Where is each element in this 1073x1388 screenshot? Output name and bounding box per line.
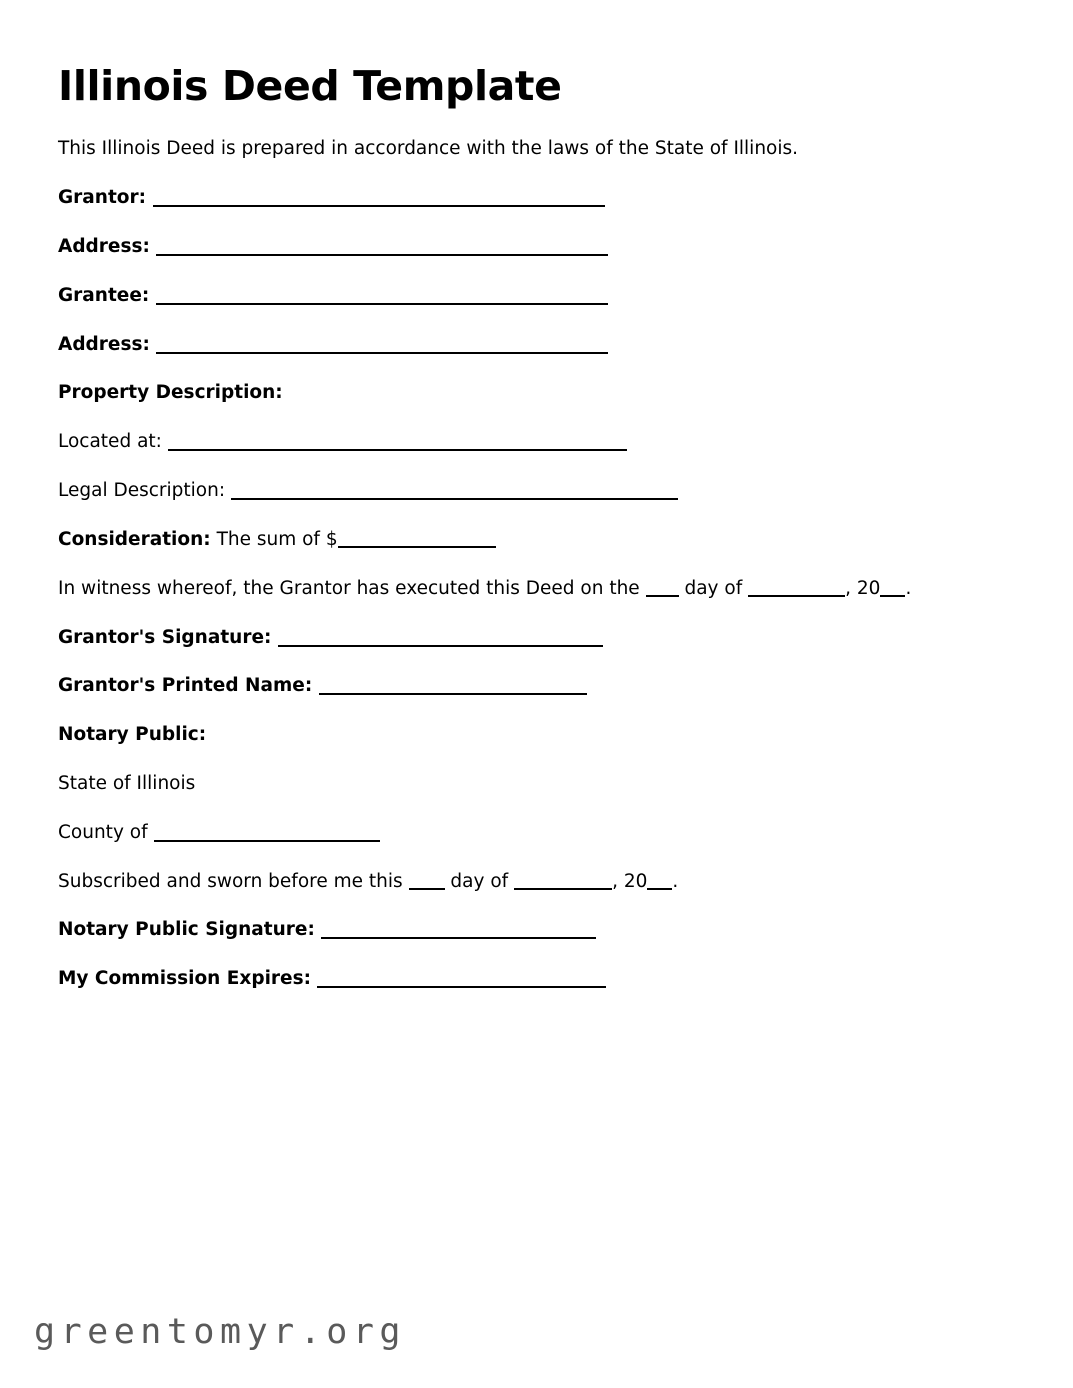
- field-county-label: County of: [58, 821, 148, 843]
- witness-month-blank[interactable]: [748, 595, 845, 597]
- field-grantor-address: [58, 234, 988, 261]
- witness-text-day-of: day of: [684, 577, 743, 599]
- document-body: [58, 62, 988, 1015]
- field-legal-description: [58, 478, 988, 505]
- sworn-text-day-of: day of: [450, 870, 509, 892]
- field-grantor-signature: [58, 625, 988, 652]
- notary-state-line: State of Illinois: [58, 772, 196, 794]
- field-commission-expires-label: My Commission Expires:: [58, 968, 312, 990]
- field-grantee-blank[interactable]: [156, 303, 608, 305]
- field-notary-signature-label: Notary Public Signature:: [58, 919, 315, 941]
- field-consideration: [58, 527, 988, 554]
- field-grantor-signature-blank[interactable]: [278, 645, 603, 647]
- witness-year-blank[interactable]: [880, 595, 905, 597]
- field-consideration-text: The sum of $: [216, 528, 338, 550]
- sworn-month-blank[interactable]: [514, 888, 612, 890]
- field-grantor-address-label: Address:: [58, 236, 150, 257]
- field-grantee-address-blank[interactable]: [156, 352, 608, 354]
- field-located-at: [58, 429, 988, 456]
- field-grantee-label: Grantee:: [58, 284, 150, 306]
- field-grantor-label: Grantor:: [58, 187, 147, 209]
- field-located-at-label: Located at:: [58, 431, 162, 453]
- sworn-day-blank[interactable]: [409, 888, 445, 890]
- field-grantee: [58, 283, 988, 310]
- field-located-at-blank[interactable]: [168, 449, 627, 451]
- sworn-text-end: .: [672, 870, 679, 892]
- witness-year-prefix: 20: [856, 577, 881, 599]
- field-grantor-address-blank[interactable]: [156, 254, 608, 256]
- field-consideration-label: Consideration:: [58, 528, 211, 550]
- notary-sworn-line: [58, 869, 988, 896]
- page-title: Illinois Deed Template: [58, 62, 562, 110]
- witness-text-before-day: In witness whereof, the Grantor has executed this Deed on the: [58, 577, 640, 599]
- sworn-text-after-month: ,: [612, 870, 618, 892]
- witness-day-blank[interactable]: [646, 595, 679, 597]
- field-grantee-address-label: Address:: [58, 333, 150, 355]
- witness-text-after-month: ,: [845, 577, 851, 599]
- field-grantor-printed-name-label: Grantor's Printed Name:: [58, 675, 313, 697]
- sworn-year-blank[interactable]: [647, 888, 672, 890]
- field-grantor-blank[interactable]: [153, 205, 605, 207]
- field-consideration-blank[interactable]: [338, 546, 496, 548]
- field-notary-signature-blank[interactable]: [321, 937, 596, 939]
- field-legal-description-blank[interactable]: [231, 498, 678, 500]
- field-notary-signature: [58, 917, 988, 944]
- field-grantee-address: [58, 332, 988, 359]
- site-watermark: greentomyr.org: [34, 1312, 407, 1352]
- field-grantor-printed-name: [58, 673, 988, 700]
- field-commission-expires: [58, 966, 988, 993]
- field-grantor-printed-name-blank[interactable]: [319, 693, 587, 695]
- field-grantor-signature-label: Grantor's Signature:: [58, 626, 272, 648]
- sworn-year-prefix: 20: [623, 870, 648, 892]
- field-county: [58, 820, 988, 847]
- field-commission-expires-blank[interactable]: [317, 986, 606, 988]
- field-legal-description-label: Legal Description:: [58, 480, 226, 502]
- property-description-heading: Property Description:: [58, 382, 283, 404]
- witness-text-end: .: [905, 577, 912, 599]
- notary-public-heading: Notary Public:: [58, 724, 207, 746]
- intro-paragraph: This Illinois Deed is prepared in accordance with the laws of the State of Illinois.: [58, 138, 799, 160]
- witness-paragraph: [58, 576, 963, 603]
- field-grantor: [58, 185, 988, 212]
- sworn-text-before-day: Subscribed and sworn before me this: [58, 870, 403, 892]
- field-county-blank[interactable]: [154, 840, 380, 842]
